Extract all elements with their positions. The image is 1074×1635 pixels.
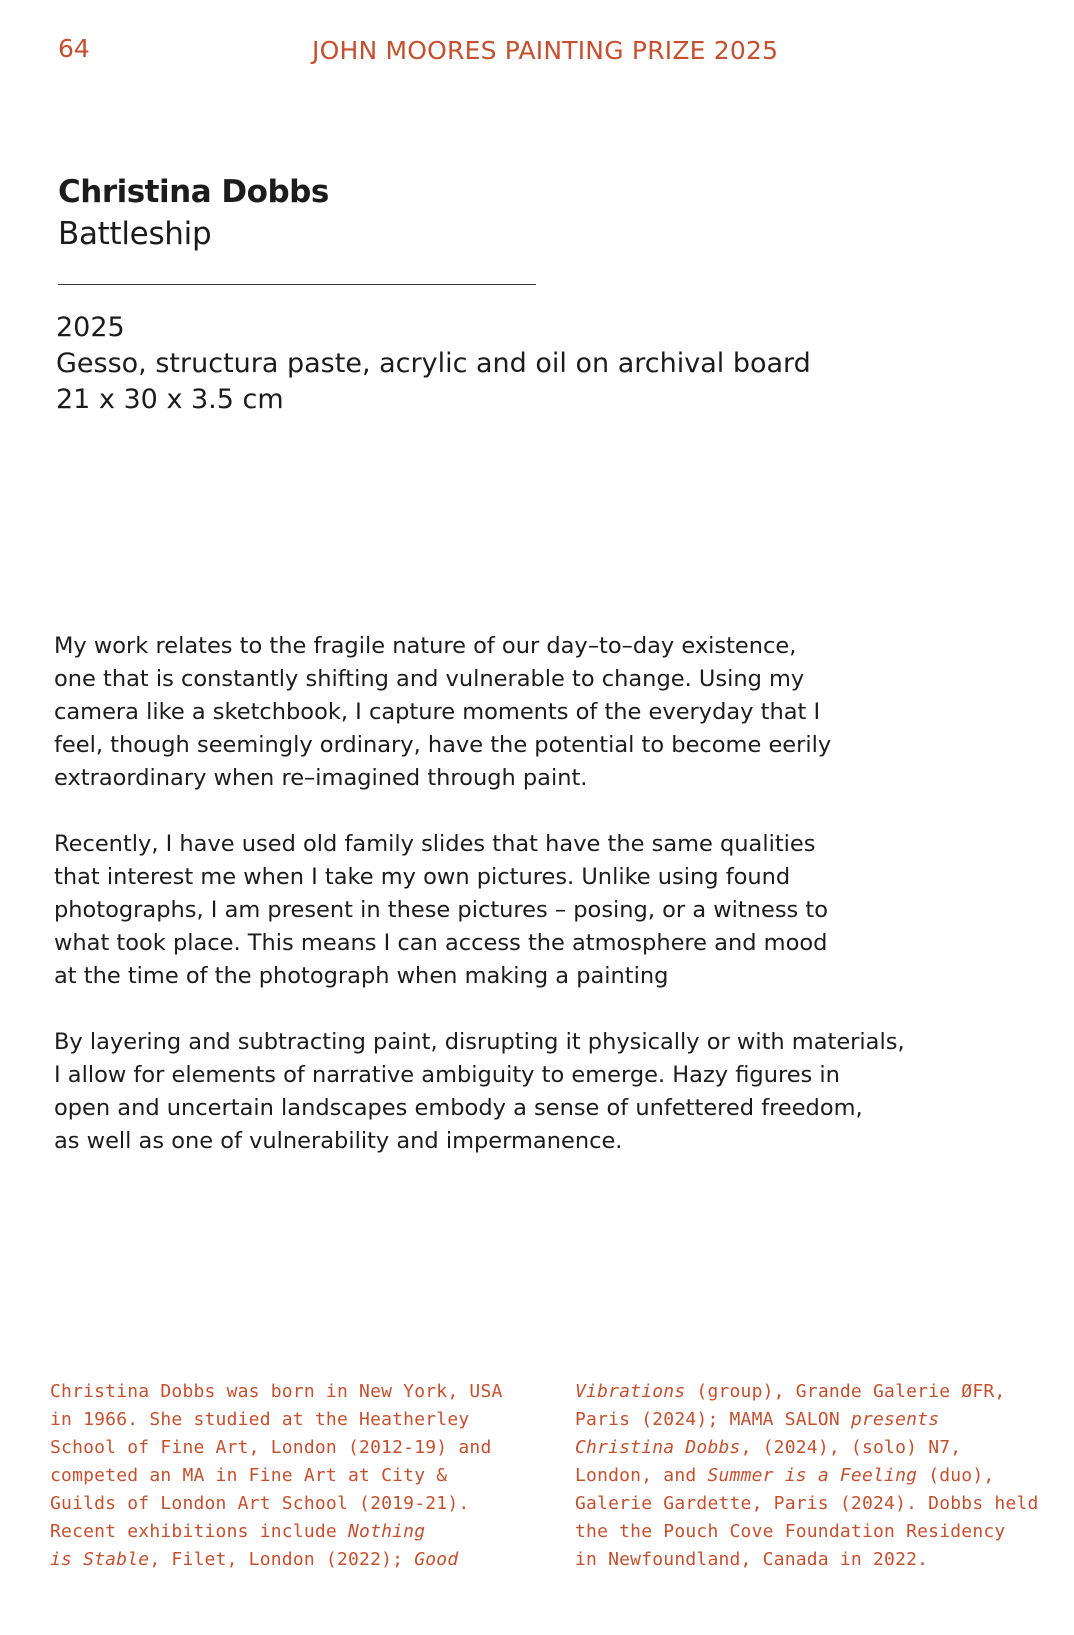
artist-name: Christina Dobbs [58, 174, 329, 210]
bio-line: in 1966. She studied at the Heatherley [50, 1409, 470, 1430]
bio-line: School of Fine Art, London (2012-19) and [50, 1437, 492, 1458]
bio-line: Guilds of London Art School (2019-21). [50, 1493, 470, 1514]
bio-line [575, 1437, 961, 1458]
divider-rule [58, 284, 536, 285]
bio-text: , Filet, London (2022); [149, 1549, 415, 1570]
artwork-details [56, 310, 856, 418]
statement-line: at the time of the photograph when making a painting [54, 963, 669, 989]
artwork-medium: Gesso, structura paste, acrylic and oil on archival board [56, 348, 811, 379]
statement-line: extraordinary when re–imagined through paint. [54, 765, 588, 791]
statement-line: that interest me when I take my own pictures. Unlike using found [54, 864, 791, 890]
artwork-dimensions: 21 x 30 x 3.5 cm [56, 384, 284, 415]
bio-text: London, and [575, 1465, 708, 1486]
page-number: 64 [58, 34, 90, 63]
artwork-title: Battleship [58, 216, 212, 252]
statement-line: one that is constantly shifting and vulnerable to change. Using my [54, 666, 805, 692]
running-title: JOHN MOORES PAINTING PRIZE 2025 [312, 36, 779, 65]
bio-text: (duo), [917, 1465, 995, 1486]
statement-line: photographs, I am present in these pictures – posing, or a witness to [54, 897, 829, 923]
statement-paragraph [54, 1026, 914, 1158]
biography-column-left [50, 1378, 550, 1574]
statement-line: feel, though seemingly ordinary, have the potential to become eerily [54, 732, 832, 758]
bio-line [575, 1465, 994, 1486]
exhibition-title: Summer is a Feeling [707, 1465, 918, 1486]
bio-text: (group), Grande Galerie ØFR, [685, 1381, 1006, 1402]
bio-line: in Newfoundland, Canada in 2022. [575, 1549, 929, 1570]
statement-line: camera like a sketchbook, I capture moments of the everyday that I [54, 699, 821, 725]
exhibition-title: is Stable [50, 1549, 150, 1570]
bio-line: the the Pouch Cove Foundation Residency [575, 1521, 1006, 1542]
bio-line [575, 1409, 939, 1430]
bio-line [50, 1549, 458, 1570]
bio-text: , (2024), (solo) N7, [740, 1437, 962, 1458]
exhibition-title: Christina Dobbs [575, 1437, 741, 1458]
artwork-year: 2025 [56, 312, 125, 343]
statement-paragraph [54, 630, 914, 795]
statement-line: as well as one of vulnerability and impermanence. [54, 1128, 623, 1154]
exhibition-title: Vibrations [575, 1381, 686, 1402]
statement-line: Recently, I have used old family slides that have the same qualities [54, 831, 816, 857]
statement-line: open and uncertain landscapes embody a sense of unfettered freedom, [54, 1095, 863, 1121]
bio-text: Paris (2024); MAMA SALON [575, 1409, 851, 1430]
statement-line: My work relates to the fragile nature of our day–to–day existence, [54, 633, 797, 659]
bio-line [575, 1381, 1005, 1402]
bio-line [50, 1521, 425, 1542]
bio-line: Galerie Gardette, Paris (2024). Dobbs held [575, 1493, 1039, 1514]
biography-column-right [575, 1378, 1055, 1574]
statement-line: what took place. This means I can access the atmosphere and mood [54, 930, 828, 956]
exhibition-title: Nothing [348, 1521, 426, 1542]
statement-line: I allow for elements of narrative ambiguity to emerge. Hazy figures in [54, 1062, 840, 1088]
statement-line: By layering and subtracting paint, disrupting it physically or with materials, [54, 1029, 905, 1055]
page-header [0, 34, 1074, 74]
bio-line: competed an MA in Fine Art at City & [50, 1465, 448, 1486]
artwork-heading [58, 172, 778, 256]
exhibition-title: Good [414, 1549, 459, 1570]
exhibition-title: presents [850, 1409, 940, 1430]
bio-text: Recent exhibitions include [50, 1521, 348, 1542]
statement-paragraph [54, 828, 914, 993]
bio-line: Christina Dobbs was born in New York, USA [50, 1381, 503, 1402]
artist-statement [54, 630, 914, 1191]
